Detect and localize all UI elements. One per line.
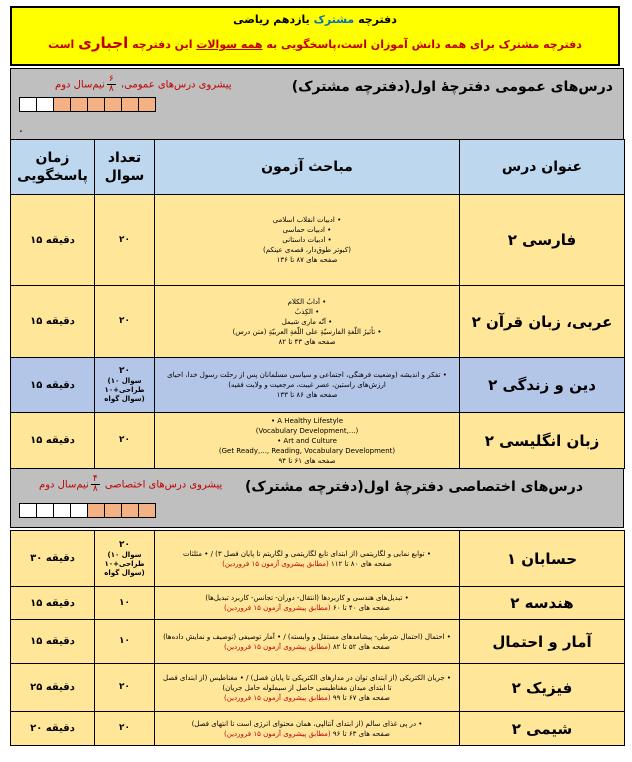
progress-box — [53, 97, 71, 112]
progress-box — [70, 503, 88, 518]
course-name: حسابان ۱ — [460, 531, 625, 587]
progress-box — [19, 97, 37, 112]
banner-note: دفترچه مشترک برای همه دانش آموزان است،پاسخگویی به همه سوالات این دفترچه اجباری است — [48, 34, 582, 52]
course-name: شیمی ۲ — [460, 712, 625, 746]
time-cell: ۱۵ دقیقه — [11, 620, 95, 664]
topics-cell: • جریان الکتریکی (از ابتدای توان در مدارهای الکتریکی تا پایان فصل) / • مغناطیس (از ابتدای فصل تا ابتدای میدان مغناطیسی حاصل از سیملوله حامل جریان) صفحه های ۶۷ تا ۹۹ (مطابق پیشروی آزمون ۱۵ فروردین) — [155, 664, 460, 712]
header-course: عنوان درس — [460, 140, 625, 195]
header-topics: مباحث آزمون — [155, 140, 460, 195]
topics-cell: • آدابُ الکلام • الکِذبُ • آنّه ماری شیمل • تأثیرُ اللّغةِ الفارسیّةِ علی اللّغةِ العربیّةِ (متن درس) صفحه های ۴۳ تا ۸۲ — [155, 286, 460, 358]
count-cell: ۱۰ — [95, 587, 155, 620]
progress-box — [70, 97, 88, 112]
course-name: عربی، زبان قرآن ۲ — [460, 286, 625, 358]
topics-cell: • تفکر و اندیشه (وضعیت فرهنگی، اجتماعی و سیاسی مسلمانان پس از رحلت رسول خدا، احیای ارزش‌های راستین، عصر غیبت، مرجعیت و ولایت فقیه) صفحه های ۸۶ تا ۱۳۳ — [155, 358, 460, 413]
progress-box — [53, 503, 71, 518]
progress-box — [87, 503, 105, 518]
special-section-header — [10, 468, 624, 528]
count-cell: ۱۰ — [95, 620, 155, 664]
special-progress-boxes — [19, 503, 155, 518]
special-progress-fraction: $\frac{۴}{۸}$ — [92, 474, 98, 494]
count-cell: ۲۰ — [95, 195, 155, 286]
topics-cell: • ادبیات انقلاب اسلامی • ادبیات حماسی • ادبیات داستانی (کبوتر طوق‌دار، قصه‌ی عینکم) صفحه های ۸۷ تا ۱۳۶ — [155, 195, 460, 286]
table-row — [11, 712, 625, 746]
general-progress-fraction: $\frac{۶}{۸}$ — [108, 74, 114, 94]
progress-box — [19, 503, 37, 518]
time-cell: ۳۰ دقیقه — [11, 531, 95, 587]
count-cell: ۲۰ — [95, 712, 155, 746]
special-progress-label: پیشروی درس‌های اختصاصی $\frac{۴}{۸}نیم‌سال$ دوم — [39, 474, 223, 494]
general-progress-label: پیشروی درس‌های عمومی، $\frac{۶}{۸}نیم‌سال$ دوم — [55, 74, 232, 94]
table-row — [11, 587, 625, 620]
count-cell: ۲۰ — [95, 286, 155, 358]
topics-cell: • توابع نمایی و لگاریتمی (از ابتدای تابع لگاریتمی و لگاریتم تا پایان فصل ۳) / • مثلثات صفحه های ۸۰ تا ۱۱۲ (مطابق پیشروی آزمون ۱۵ فروردین) — [155, 531, 460, 587]
course-name: زبان انگلیسی ۲ — [460, 413, 625, 469]
header-time: زمان پاسخگویی — [11, 140, 95, 195]
progress-box — [104, 97, 122, 112]
count-cell: ۲۰ — [95, 413, 155, 469]
time-cell: ۲۰ دقیقه — [11, 712, 95, 746]
general-progress-boxes — [19, 97, 155, 112]
table-header-row — [11, 140, 625, 195]
table-row — [11, 358, 625, 413]
progress-box — [121, 97, 139, 112]
table-row — [11, 531, 625, 587]
header-banner — [10, 6, 620, 66]
header-count: تعداد سوال — [95, 140, 155, 195]
course-name: آمار و احتمال — [460, 620, 625, 664]
general-section-title: درس‌های عمومی دفترچۀ اول(دفترچه مشترک) — [291, 79, 613, 95]
progress-box — [36, 503, 54, 518]
course-name: فارسی ۲ — [460, 195, 625, 286]
table-row — [11, 664, 625, 712]
table-row — [11, 195, 625, 286]
progress-box — [138, 503, 156, 518]
time-cell: ۱۵ دقیقه — [11, 286, 95, 358]
time-cell: ۲۵ دقیقه — [11, 664, 95, 712]
progress-box — [121, 503, 139, 518]
time-cell: ۱۵ دقیقه — [11, 413, 95, 469]
general-section-header — [10, 68, 624, 140]
dot-mark: . — [19, 121, 23, 135]
time-cell: ۱۵ دقیقه — [11, 195, 95, 286]
banner-title: دفترچه مشترک یازدهم ریاضی — [233, 13, 397, 26]
progress-box — [104, 503, 122, 518]
count-cell: ۲۰ (۱۰ سوال طراحی+۱۰ سوال گواه) — [95, 358, 155, 413]
count-cell: ۲۰ — [95, 664, 155, 712]
table-row — [11, 286, 625, 358]
topics-cell: • A Healthy Lifestyle (Vocabulary Development,...) • Art and Culture (Get Ready,..., Reading, Vocabulary Development) صفحه های ۶۱ تا ۹۴ — [155, 413, 460, 469]
progress-box — [87, 97, 105, 112]
progress-box — [36, 97, 54, 112]
course-name: فیزیک ۲ — [460, 664, 625, 712]
progress-box — [138, 97, 156, 112]
course-name: دین و زندگی ۲ — [460, 358, 625, 413]
topics-cell: • تبدیل‌های هندسی و کاربردها (انتقال- دوران- تجانس- کاربرد تبدیل‌ها) صفحه های ۴۰ تا ۶۰ (مطابق پیشروی آزمون ۱۵ فروردین) — [155, 587, 460, 620]
count-cell: ۲۰ (۱۰ سوال طراحی+۱۰ سوال گواه) — [95, 531, 155, 587]
course-name: هندسه ۲ — [460, 587, 625, 620]
topics-cell: • احتمال (احتمال شرطی- پیشامدهای مستقل و وابسته) / • آمار توصیفی (توصیف و نمایش داده‌ها) صفحه های ۵۲ تا ۸۲ (مطابق پیشروی آزمون ۱۵ فروردین) — [155, 620, 460, 664]
general-courses-table — [10, 139, 625, 469]
table-row — [11, 413, 625, 469]
time-cell: ۱۵ دقیقه — [11, 587, 95, 620]
time-cell: ۱۵ دقیقه — [11, 358, 95, 413]
special-courses-table — [10, 530, 625, 746]
special-section-title: درس‌های اختصاصی دفترچۀ اول(دفترچه مشترک) — [244, 479, 583, 495]
table-row — [11, 620, 625, 664]
topics-cell: • در پی غذای سالم (از ابتدای آنتالپی، همان محتوای انرژی است تا انتهای فصل) صفحه های ۶۳ تا ۹۶ (مطابق پیشروی آزمون ۱۵ فروردین) — [155, 712, 460, 746]
